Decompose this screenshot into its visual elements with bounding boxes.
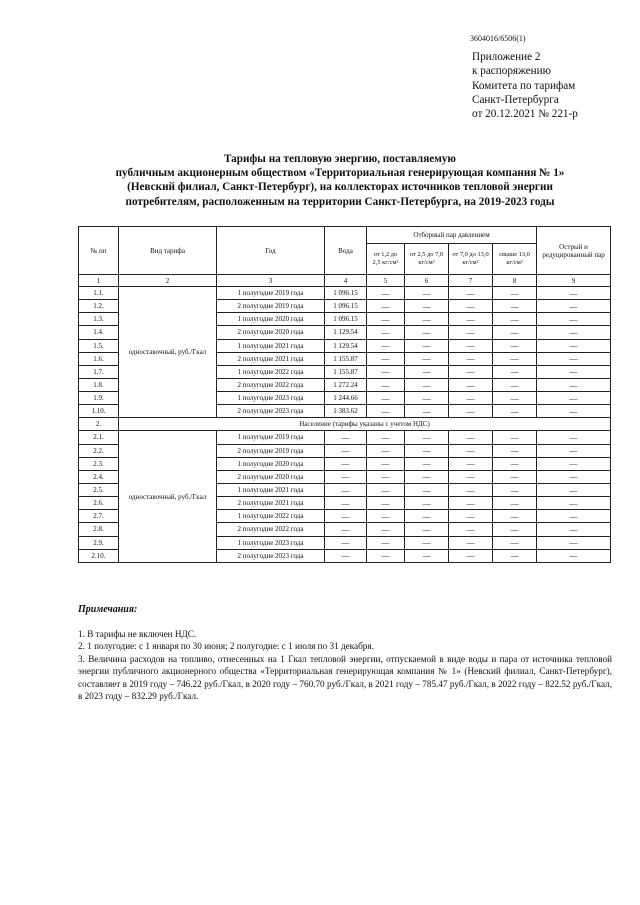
col-number: 1 [79, 275, 119, 287]
water-value: 1 096.15 [325, 313, 367, 326]
row-period: 2 полугодие 2022 года [217, 523, 325, 536]
water-value: 1 096.15 [325, 287, 367, 300]
empty-value-dash: — [493, 365, 537, 378]
empty-value-dash: — [367, 365, 405, 378]
row-period: 1 полугодие 2023 года [217, 392, 325, 405]
row-number: 2.4. [79, 470, 119, 483]
empty-value-dash: — [493, 326, 537, 339]
empty-value-dash: — [367, 287, 405, 300]
empty-value-dash: — [449, 510, 493, 523]
title-line: Тарифы на тепловую энергию, поставляемую [224, 153, 456, 165]
empty-value-dash: — [367, 352, 405, 365]
row-number: 1.4. [79, 326, 119, 339]
row-number: 1.8. [79, 378, 119, 391]
col-number: 4 [325, 275, 367, 287]
empty-value-dash: — [493, 444, 537, 457]
row-number: 1.1. [79, 287, 119, 300]
empty-value-dash: — [493, 470, 537, 483]
empty-value-dash: — [367, 431, 405, 444]
row-period: 1 полугодие 2020 года [217, 313, 325, 326]
title-line: (Невский филиал, Санкт-Петербург), на коллекторах источников тепловой энергии [127, 181, 553, 194]
water-value: 1 129.54 [325, 326, 367, 339]
row-number: 2.8. [79, 523, 119, 536]
empty-value-dash: — [537, 470, 611, 483]
empty-value-dash: — [449, 497, 493, 510]
column-numbers-row [79, 275, 611, 287]
empty-value-dash: — [493, 313, 537, 326]
empty-value-dash: — [493, 300, 537, 313]
water-value: 1 096.15 [325, 300, 367, 313]
empty-value-dash: — [367, 549, 405, 562]
empty-value-dash: — [405, 497, 449, 510]
document-number: 3604016/6506(1) [470, 34, 526, 43]
row-period: 1 полугодие 2019 года [217, 287, 325, 300]
empty-value-dash: — [537, 339, 611, 352]
empty-value-dash: — [405, 392, 449, 405]
empty-value-dash: — [449, 287, 493, 300]
empty-value-dash: — [449, 549, 493, 562]
water-value: — [325, 510, 367, 523]
empty-value-dash: — [449, 300, 493, 313]
empty-value-dash: — [405, 510, 449, 523]
empty-value-dash: — [367, 483, 405, 496]
row-number: 2.10. [79, 549, 119, 562]
row-period: 1 полугодие 2022 года [217, 510, 325, 523]
empty-value-dash: — [537, 549, 611, 562]
empty-value-dash: — [537, 497, 611, 510]
empty-value-dash: — [493, 523, 537, 536]
empty-value-dash: — [405, 287, 449, 300]
water-value: — [325, 457, 367, 470]
empty-value-dash: — [405, 483, 449, 496]
water-value: — [325, 523, 367, 536]
header-tariff-type: Вид тарифа [119, 227, 217, 275]
tariff-type-label: одноставочный, руб./Гкал [119, 431, 217, 562]
title-line: потребителям, расположенным на территории Санкт-Петербурга, на 2019-2023 годы [125, 195, 555, 208]
water-value: 1 244.66 [325, 392, 367, 405]
empty-value-dash: — [405, 326, 449, 339]
empty-value-dash: — [449, 313, 493, 326]
appendix-block [472, 50, 578, 121]
empty-value-dash: — [537, 326, 611, 339]
empty-value-dash: — [405, 431, 449, 444]
empty-value-dash: — [449, 536, 493, 549]
section-title: Население (тарифы указаны с учетом НДС) [119, 418, 611, 431]
empty-value-dash: — [367, 457, 405, 470]
water-value: — [325, 444, 367, 457]
empty-value-dash: — [405, 378, 449, 391]
table-row [79, 431, 611, 444]
header-year: Год [217, 227, 325, 275]
empty-value-dash: — [449, 378, 493, 391]
empty-value-dash: — [405, 352, 449, 365]
empty-value-dash: — [405, 457, 449, 470]
empty-value-dash: — [449, 326, 493, 339]
water-value: 1 272.24 [325, 378, 367, 391]
empty-value-dash: — [367, 536, 405, 549]
notes [78, 628, 612, 702]
header-row [79, 227, 611, 244]
empty-value-dash: — [493, 457, 537, 470]
empty-value-dash: — [493, 536, 537, 549]
col-number: 3 [217, 275, 325, 287]
empty-value-dash: — [537, 444, 611, 457]
header-num: № пп [79, 227, 119, 275]
row-number: 1.6. [79, 352, 119, 365]
row-period: 2 полугодие 2019 года [217, 444, 325, 457]
water-value: — [325, 470, 367, 483]
empty-value-dash: — [405, 536, 449, 549]
header-steam-group: Отборный пар давлением [367, 227, 537, 244]
water-value: 1 129.54 [325, 339, 367, 352]
empty-value-dash: — [493, 378, 537, 391]
row-period: 1 полугодие 2021 года [217, 483, 325, 496]
table-row [79, 287, 611, 300]
empty-value-dash: — [493, 549, 537, 562]
empty-value-dash: — [367, 392, 405, 405]
empty-value-dash: — [449, 470, 493, 483]
water-value: — [325, 549, 367, 562]
row-period: 1 полугодие 2023 года [217, 536, 325, 549]
water-value: 1 155.87 [325, 352, 367, 365]
empty-value-dash: — [405, 470, 449, 483]
header-steam-1: от 1,2 до 2,5 кг/см² [367, 244, 405, 275]
col-number: 7 [449, 275, 493, 287]
water-value: 1 155.87 [325, 365, 367, 378]
water-value: 1 383.62 [325, 405, 367, 418]
row-number: 2.9. [79, 536, 119, 549]
empty-value-dash: — [537, 378, 611, 391]
empty-value-dash: — [537, 523, 611, 536]
empty-value-dash: — [405, 313, 449, 326]
empty-value-dash: — [493, 483, 537, 496]
appendix-line: Приложение 2 [472, 51, 541, 63]
empty-value-dash: — [367, 523, 405, 536]
empty-value-dash: — [449, 352, 493, 365]
empty-value-dash: — [367, 300, 405, 313]
water-value: — [325, 431, 367, 444]
col-number: 6 [405, 275, 449, 287]
header-steam-3: от 7,0 до 13,0 кг/см² [449, 244, 493, 275]
note-item: 3. Величина расходов на топливо, отнесенных на 1 Гкал тепловой энергии, отпускаемой в виде воды и пара от источника тепловой энергии публичного акционерного общества «Территориальная генерирующая компания № 1» (Невский филиал, Санкт-Петербург), составляет в 2019 году – 746.22 руб./Гкал, в 2020 году – 760.70 руб./Гкал, в 2021 году – 785.47 руб./Гкал, в 2022 году – 822.52 руб./Гкал, в 2023 году – 832.29 руб./Гкал. [78, 653, 612, 702]
col-number: 9 [537, 275, 611, 287]
water-value: — [325, 483, 367, 496]
row-period: 2 полугодие 2021 года [217, 497, 325, 510]
empty-value-dash: — [367, 510, 405, 523]
row-number: 1.10. [79, 405, 119, 418]
row-number: 2.7. [79, 510, 119, 523]
water-value: — [325, 536, 367, 549]
empty-value-dash: — [493, 287, 537, 300]
empty-value-dash: — [493, 510, 537, 523]
row-number: 2.5. [79, 483, 119, 496]
appendix-line: Комитета по тарифам [472, 79, 576, 92]
empty-value-dash: — [537, 313, 611, 326]
row-period: 1 полугодие 2021 года [217, 339, 325, 352]
empty-value-dash: — [537, 483, 611, 496]
empty-value-dash: — [493, 352, 537, 365]
empty-value-dash: — [405, 549, 449, 562]
row-number: 1.3. [79, 313, 119, 326]
notes-title: Примечания: [78, 604, 138, 615]
row-period: 2 полугодие 2023 года [217, 405, 325, 418]
empty-value-dash: — [537, 431, 611, 444]
appendix-line: Санкт-Петербурга [472, 93, 559, 106]
row-period: 2 полугодие 2020 года [217, 326, 325, 339]
tariff-table [78, 226, 611, 563]
empty-value-dash: — [493, 392, 537, 405]
empty-value-dash: — [449, 483, 493, 496]
empty-value-dash: — [537, 457, 611, 470]
empty-value-dash: — [449, 444, 493, 457]
empty-value-dash: — [537, 287, 611, 300]
title-line: публичным акционерным обществом «Территориальная генерирующая компания № 1» [115, 167, 565, 180]
row-number: 2.6. [79, 497, 119, 510]
row-period: 2 полугодие 2022 года [217, 378, 325, 391]
empty-value-dash: — [405, 339, 449, 352]
empty-value-dash: — [537, 536, 611, 549]
empty-value-dash: — [405, 300, 449, 313]
document-title [80, 152, 600, 209]
row-number: 1.5. [79, 339, 119, 352]
empty-value-dash: — [449, 339, 493, 352]
empty-value-dash: — [537, 405, 611, 418]
empty-value-dash: — [367, 326, 405, 339]
col-number: 5 [367, 275, 405, 287]
section-number: 2. [79, 418, 119, 431]
row-period: 2 полугодие 2019 года [217, 300, 325, 313]
empty-value-dash: — [449, 523, 493, 536]
empty-value-dash: — [405, 523, 449, 536]
header-water: Вода [325, 227, 367, 275]
note-item: 1. В тарифы не включен НДС. [78, 629, 197, 639]
header-steam-2: от 2,5 до 7,0 кг/см² [405, 244, 449, 275]
row-number: 2.3. [79, 457, 119, 470]
empty-value-dash: — [367, 470, 405, 483]
empty-value-dash: — [449, 405, 493, 418]
row-number: 1.2. [79, 300, 119, 313]
empty-value-dash: — [367, 339, 405, 352]
row-number: 1.9. [79, 392, 119, 405]
empty-value-dash: — [537, 392, 611, 405]
section-header-row [79, 418, 611, 431]
appendix-line: к распоряжению [472, 65, 551, 78]
empty-value-dash: — [493, 497, 537, 510]
row-number: 2.1. [79, 431, 119, 444]
empty-value-dash: — [537, 352, 611, 365]
header-sharp-steam: Острый и редуцированный пар [537, 227, 611, 275]
col-number: 8 [493, 275, 537, 287]
empty-value-dash: — [367, 378, 405, 391]
empty-value-dash: — [367, 497, 405, 510]
row-period: 1 полугодие 2019 года [217, 431, 325, 444]
row-period: 2 полугодие 2023 года [217, 549, 325, 562]
appendix-line: от 20.12.2021 № 221-р [472, 108, 578, 121]
empty-value-dash: — [405, 405, 449, 418]
col-number: 2 [119, 275, 217, 287]
row-period: 1 полугодие 2020 года [217, 457, 325, 470]
row-number: 1.7. [79, 365, 119, 378]
empty-value-dash: — [367, 313, 405, 326]
row-period: 2 полугодие 2021 года [217, 352, 325, 365]
row-period: 2 полугодие 2020 года [217, 470, 325, 483]
empty-value-dash: — [449, 431, 493, 444]
header-steam-4: свыше 13,0 кг/см² [493, 244, 537, 275]
empty-value-dash: — [449, 392, 493, 405]
water-value: — [325, 497, 367, 510]
empty-value-dash: — [367, 444, 405, 457]
empty-value-dash: — [405, 444, 449, 457]
note-item: 2. 1 полугодие: с 1 января по 30 июня; 2 полугодие: с 1 июля по 31 декабря. [78, 641, 374, 652]
empty-value-dash: — [537, 365, 611, 378]
empty-value-dash: — [405, 365, 449, 378]
empty-value-dash: — [537, 300, 611, 313]
empty-value-dash: — [493, 339, 537, 352]
tariff-type-label: одноставочный, руб./Гкал [119, 287, 217, 418]
empty-value-dash: — [537, 510, 611, 523]
empty-value-dash: — [449, 457, 493, 470]
row-period: 1 полугодие 2022 года [217, 365, 325, 378]
empty-value-dash: — [449, 365, 493, 378]
empty-value-dash: — [493, 405, 537, 418]
empty-value-dash: — [367, 405, 405, 418]
empty-value-dash: — [493, 431, 537, 444]
row-number: 2.2. [79, 444, 119, 457]
